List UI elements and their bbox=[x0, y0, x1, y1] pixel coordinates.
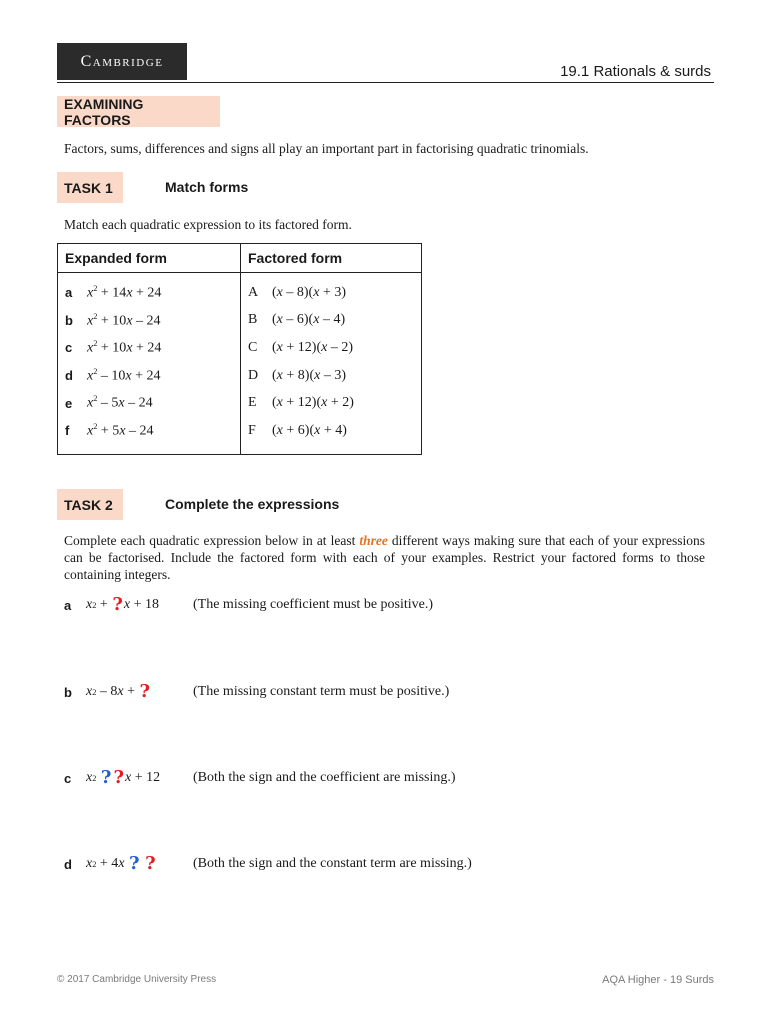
factored-column bbox=[241, 273, 422, 455]
missing-sign-mark: ? bbox=[100, 767, 112, 788]
task1-title: Match forms bbox=[165, 179, 249, 195]
section-heading bbox=[57, 96, 220, 127]
note-b: (The missing constant term must be positive.) bbox=[193, 684, 450, 699]
task1-tag bbox=[57, 172, 123, 203]
expanded-row: e $x^2 - 5x - 24$ bbox=[65, 394, 153, 411]
expanded-row: f $x^2 + 5x - 24$ bbox=[65, 421, 154, 439]
task2-tag bbox=[57, 489, 123, 520]
factored-row: F (x + 6)(x + 4) bbox=[248, 422, 347, 438]
note-d: (Both the sign and the constant term are missing.) bbox=[193, 856, 472, 871]
note-c: (Both the sign and the coefficient are missing.) bbox=[193, 770, 456, 785]
section-heading-label: EXAMINING FACTORS bbox=[64, 95, 144, 128]
missing-sign-mark: ? bbox=[129, 853, 140, 874]
footer-course: AQA Higher - 19 Surds bbox=[602, 974, 714, 986]
task2-item-d: d x 2 + 4 x ? ? (Both the sign and the constant term are missing.) bbox=[64, 853, 472, 874]
task2-tag-label: TASK 2 bbox=[64, 496, 113, 513]
task2-item-a: a x 2 + ? x + 18 (The missing coefficient must be positive.) bbox=[64, 594, 434, 615]
missing-constant-mark: ? bbox=[145, 853, 156, 874]
match-table bbox=[57, 243, 422, 455]
col-header-factored: Factored form bbox=[241, 244, 422, 273]
factored-row: E (x + 12)(x + 2) bbox=[248, 395, 354, 411]
col-header-expanded: Expanded form bbox=[58, 244, 241, 273]
missing-coefficient-mark: ? bbox=[113, 767, 124, 788]
expanded-row: a $x^2 + 14x + 24$ bbox=[65, 283, 162, 301]
missing-coefficient-mark: ? bbox=[112, 594, 123, 615]
task1-tag-label: TASK 1 bbox=[64, 179, 113, 196]
expression-a: x 2 + ? x + 18 bbox=[86, 594, 159, 615]
emphasis-three: three bbox=[359, 533, 388, 548]
cambridge-logo bbox=[57, 43, 187, 80]
header-divider bbox=[57, 82, 714, 83]
footer-copyright: © 2017 Cambridge University Press bbox=[57, 974, 217, 985]
factored-row: B (x – 6)(x – 4) bbox=[248, 312, 346, 328]
expression-c: x 2 ? ? x + 12 bbox=[86, 767, 161, 788]
task2-title: Complete the expressions bbox=[165, 496, 340, 512]
task2-instruction: Complete each quadratic expression below in at least three different ways making sure that each of your expressions can be factorised. Include the factored form with each of your examples. Restrict your factored forms to those containing integers. bbox=[64, 533, 705, 582]
factored-row: D (x + 8)(x – 3) bbox=[248, 367, 347, 383]
expanded-row: b $x^2 + 10x - 24$ bbox=[65, 311, 161, 329]
logo-text: Cambridge bbox=[80, 52, 164, 70]
expanded-row: c $x^2 + 10x + 24$ bbox=[65, 339, 162, 356]
note-a: (The missing coefficient must be positive.) bbox=[193, 597, 434, 612]
factored-row: C (x + 12)(x – 2) bbox=[248, 339, 354, 355]
task2-item-c: c x 2 ? ? x + 12 (Both the sign and the coefficient are missing.) bbox=[64, 767, 456, 788]
factored-row: A (x – 8)(x + 3) bbox=[248, 284, 346, 300]
expression-b: x 2 – 8 x + ? bbox=[86, 681, 151, 702]
expanded-row: d $x^2 - 10x + 24$ bbox=[65, 366, 161, 384]
task1-instruction: Match each quadratic expression to its factored form. bbox=[64, 217, 352, 232]
page-header-title: 19.1 Rationals & surds bbox=[560, 63, 711, 80]
expression-d: x 2 + 4 x ? ? bbox=[86, 853, 156, 874]
expanded-column bbox=[58, 273, 241, 455]
task2-item-b: b x 2 – 8 x + ? (The missing constant term must be positive.) bbox=[64, 681, 450, 702]
intro-paragraph: Factors, sums, differences and signs all play an important part in factorising quadratic trinomials. bbox=[64, 141, 589, 156]
missing-constant-mark: ? bbox=[139, 681, 151, 702]
